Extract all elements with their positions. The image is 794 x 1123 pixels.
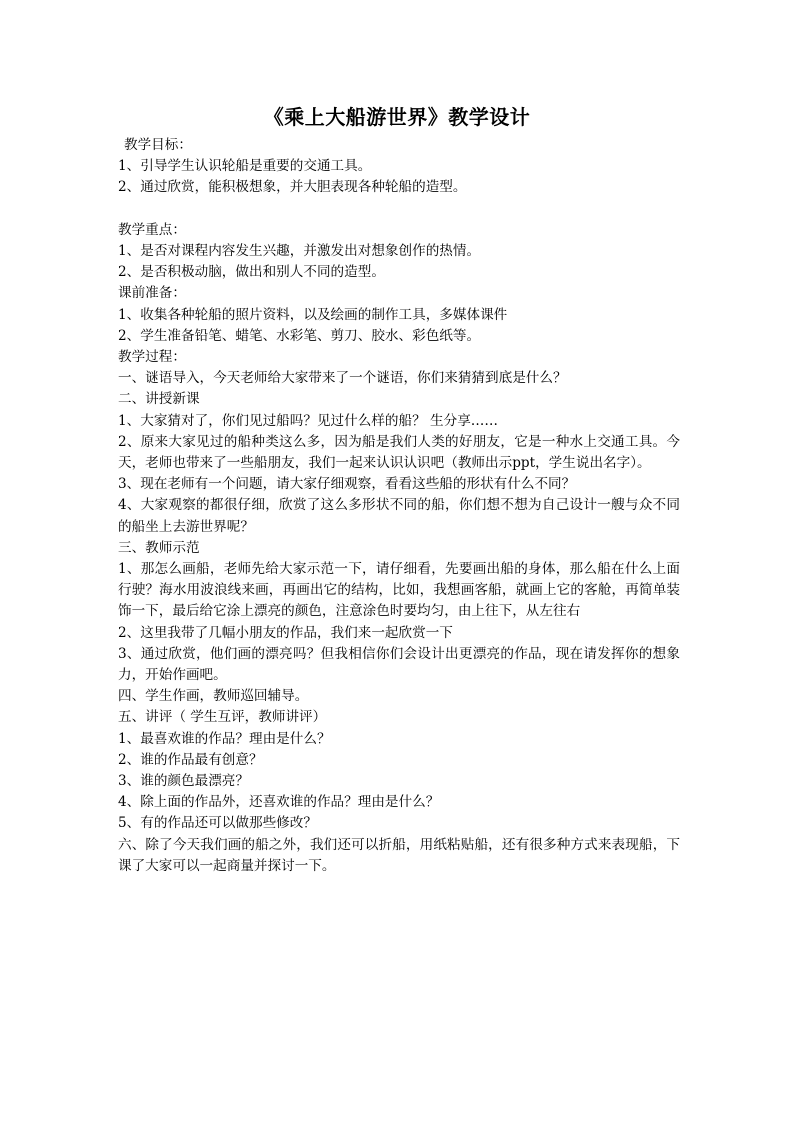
prep-item: 2、学生准备铅笔、蜡笔、水彩笔、剪刀、胶水、彩色纸等。 xyxy=(118,327,481,344)
process-line: 四、学生作画，教师巡回辅导。 xyxy=(118,688,309,705)
process-line: 二、讲授新课 xyxy=(118,391,200,408)
process-line: 3、通过欣赏，他们画的漂亮吗？但我相信你们会设计出更漂亮的作品，现在请发挥你的想象力，开始作画吧。 xyxy=(118,645,680,684)
process-heading: 教学过程： xyxy=(118,349,186,366)
goal-item: 2、通过欣赏，能积极想象，并大胆表现各种轮船的造型。 xyxy=(118,179,467,196)
process-line: 一、谜语导入，今天老师给大家带来了一个谜语，你们来猜猜到底是什么？ xyxy=(118,370,567,387)
process-line: 五、讲评（ 学生互评，教师讲评） xyxy=(118,709,327,726)
process-line: 2、谁的作品最有创意？ xyxy=(118,751,263,768)
document-title: 《乘上大船游世界》教学设计 xyxy=(263,105,531,129)
document-body xyxy=(118,135,680,877)
process-line: 3、谁的颜色最漂亮？ xyxy=(118,773,249,790)
process-line: 1、大家猜对了，你们见过船吗？见过什么样的船？ 生分享…… xyxy=(118,412,498,429)
process-line: 4、除上面的作品外，还喜欢谁的作品？理由是什么？ xyxy=(118,794,440,811)
process-line: 1、那怎么画船，老师先给大家示范一下，请仔细看，先要画出船的身体，那么船在什么上面行驶？海水用波浪线来画，再画出它的结构，比如，我想画客船，就画上它的客舱，再简单装饰一下，最后给它涂上漂亮的颜色，注意涂色时要均匀，由上往下，从左往右 xyxy=(118,561,680,620)
process-line: 三、教师示范 xyxy=(118,539,200,556)
prep-item: 1、收集各种轮船的照片资料，以及绘画的制作工具，多媒体课件 xyxy=(118,306,508,323)
goal-item: 1、引导学生认识轮船是重要的交通工具。 xyxy=(118,158,372,175)
prep-heading: 课前准备： xyxy=(118,285,186,302)
process-line: 3、现在老师有一个问题，请大家仔细观察，看看这些船的形状有什么不同？ xyxy=(118,476,576,493)
process-line: 4、大家观察的都很仔细，欣赏了这么多形状不同的船，你们想不想为自己设计一艘与众不同的船坐上去游世界呢？ xyxy=(118,497,680,535)
focus-item: 2、是否积极动脑，做出和别人不同的造型。 xyxy=(118,264,385,281)
process-line: 2、这里我带了几幅小朋友的作品，我们来一起欣赏一下 xyxy=(118,624,453,641)
focus-item: 1、是否对课程内容发生兴趣，并激发出对想象创作的热情。 xyxy=(118,243,481,259)
goals-heading: 教学目标： xyxy=(124,137,192,153)
blank-line xyxy=(118,199,680,220)
process-line: 5、有的作品还可以做那些修改？ xyxy=(118,815,317,832)
focus-heading: 教学重点： xyxy=(118,221,186,238)
process-line: 六、除了今天我们画的船之外，我们还可以折船，用纸粘贴船，还有很多种方式来表现船，下课了大家可以一起商量并探讨一下。 xyxy=(118,836,680,874)
process-line: 2、原来大家见过的船种类这么多，因为船是我们人类的好朋友，它是一种水上交通工具。今天，老师也带来了一些船朋友，我们一起来认识认识吧（教师出示ppt，学生说出名字）。 xyxy=(118,433,680,472)
process-line: 1、最喜欢谁的作品？理由是什么？ xyxy=(118,730,331,747)
